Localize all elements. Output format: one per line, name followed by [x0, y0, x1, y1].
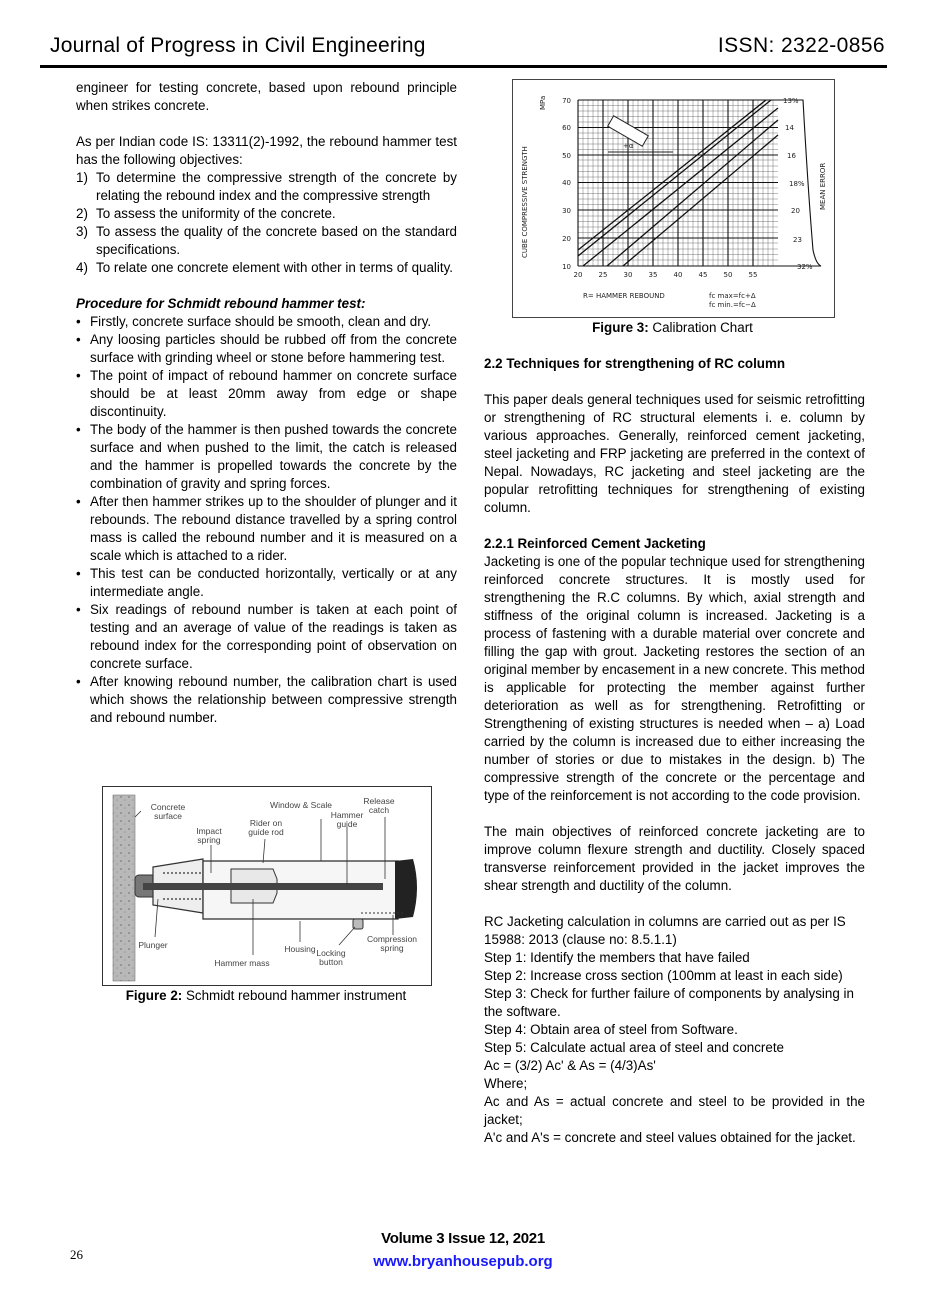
page-header	[40, 30, 887, 66]
objectives-intro: As per Indian code IS: 13311(2)-1992, the rebound hammer test has the following objectives:	[76, 134, 457, 167]
section-heading: 2.2 Techniques for strengthening of RC column	[484, 356, 786, 371]
step-1: Step 1: Identify the members that have failed	[484, 950, 750, 965]
procedure-step: • After knowing rebound number, the calibration chart is used which shows the relationship between compressive strength and rebound number.	[76, 674, 457, 725]
svg-text:20: 20	[562, 235, 571, 243]
procedure-step: • Firstly, concrete surface should be smooth, clean and dry.	[76, 314, 432, 329]
figure-2-hammer-diagram	[102, 786, 432, 986]
procedure-step: • After then hammer strikes up to the shoulder of plunger and it rebounds. The rebound distance travelled by a spring control mass is called the rebound number and it is measured on a scale which is attached to a rider.	[76, 494, 457, 563]
svg-text:fc min.=fc−Δ: fc min.=fc−Δ	[709, 301, 756, 309]
svg-text:30: 30	[562, 207, 571, 215]
procedure-title: Procedure for Schmidt rebound hammer test:	[76, 296, 366, 311]
svg-text:25: 25	[598, 271, 608, 279]
svg-text:50: 50	[562, 152, 571, 160]
left-column	[76, 79, 457, 727]
calibration-chart-graphic	[513, 80, 834, 317]
step-3: Step 3: Check for further failure of components by analysing in the software.	[484, 986, 854, 1019]
objectives-paragraph: The main objectives of reinforced concrete jacketing are to improve column flexure strength and ductility. Closely spaced transverse reinforcement provided in the jacket improves the shear strength and ductility of the column.	[484, 824, 865, 893]
bullet-icon: •	[76, 314, 81, 329]
objectives-list	[76, 169, 457, 277]
svg-text:35: 35	[648, 271, 658, 279]
figure-3-caption: Figure 3: Calibration Chart	[592, 320, 753, 335]
subsection-paragraph: Jacketing is one of the popular technique used for strengthening reinforced concrete structures. It is mostly used for strengthening the R.C columns. By which, axial strength and stiffness of the original column is increased. Jacketing is a process of fastening with a durable material over concrete and filling the gap with grout. Jacketing restores the section of an original member by encasement in a new concrete. This method is applicable for protecting the member against further deterioration as well as for strengthening. Retrofitting or Strengthening of existing structures is needed when – a) Load carried by the column is increased due to either increasing the number of stories or due to mistakes in the design. b) The compressive strength of the concrete or the percentage and type of the reinforcement is not according to the code provision.	[484, 554, 865, 803]
label-plunger: Plunger	[138, 940, 168, 950]
procedure-step: • Six readings of rebound number is taken at each point of testing and an average of value of the readings is taken as rebound index for the corresponding point of observation on concrete surface.	[76, 602, 457, 671]
bullet-icon: •	[76, 602, 81, 617]
svg-text:MPa: MPa	[539, 95, 547, 110]
label-release-catch: Release catch	[363, 796, 395, 815]
svg-text:23: 23	[793, 236, 802, 244]
svg-text:32%: 32%	[797, 263, 813, 271]
procedure-step: • The body of the hammer is then pushed towards the concrete surface and when pushed to the limit, the catch is released and the hammer is propelled towards the concrete by the combination of gravity and spring forces.	[76, 422, 457, 491]
intro-paragraph: engineer for testing concrete, based upon rebound principle when strikes concrete.	[76, 80, 457, 113]
label-housing: Housing	[284, 944, 316, 954]
subsection-heading: 2.2.1 Reinforced Cement Jacketing	[484, 536, 706, 551]
svg-text:20: 20	[573, 271, 583, 279]
svg-text:R= HAMMER REBOUND: R= HAMMER REBOUND	[583, 292, 665, 300]
bullet-icon: •	[76, 566, 81, 581]
svg-text:20: 20	[791, 207, 800, 215]
where-label: Where;	[484, 1076, 528, 1091]
header-divider	[40, 65, 887, 68]
journal-title: Journal of Progress in Civil Engineering	[50, 34, 426, 57]
step-2: Step 2: Increase cross section (100mm at least in each side)	[484, 968, 843, 983]
procedure-list	[76, 313, 457, 727]
svg-text:+α: +α	[623, 142, 634, 150]
definition-1: Ac and As = actual concrete and steel to be provided in the jacket;	[484, 1094, 865, 1127]
page-number: 26	[70, 1247, 83, 1262]
figure-3-calibration-chart	[512, 79, 835, 318]
objective-item: 4) To relate one concrete element with other in terms of quality.	[76, 260, 454, 275]
label-hammer-guide: Hammer guide	[330, 810, 364, 829]
svg-text:fc max=fc+Δ: fc max=fc+Δ	[709, 292, 756, 300]
procedure-step: • This test can be conducted horizontally, vertically or at any intermediate angle.	[76, 566, 457, 599]
formula: Ac = (3/2) Ac' & As = (4/3)As'	[484, 1058, 656, 1073]
svg-text:50: 50	[723, 271, 733, 279]
publisher-link[interactable]: www.bryanhousepub.org	[373, 1253, 553, 1270]
volume-issue: Volume 3 Issue 12, 2021	[381, 1230, 545, 1247]
label-rider: Rider on guide rod	[248, 818, 284, 837]
bullet-icon: •	[76, 422, 81, 437]
bullet-icon: •	[76, 674, 81, 689]
objective-item: 1) To determine the compressive strength of the concrete by relating the rebound index and the compressive strength	[76, 170, 457, 203]
svg-text:70: 70	[562, 97, 571, 105]
procedure-step: • The point of impact of rebound hammer on concrete surface should be at least 20mm away from edge or shape discontinuity.	[76, 368, 457, 419]
bullet-icon: •	[76, 494, 81, 509]
svg-text:45: 45	[698, 271, 708, 279]
svg-text:18%: 18%	[789, 180, 805, 188]
right-column	[484, 355, 865, 1147]
svg-text:10: 10	[562, 263, 571, 271]
svg-text:MEAN ERROR: MEAN ERROR	[819, 162, 827, 210]
objective-item: 2) To assess the uniformity of the concrete.	[76, 206, 336, 221]
issn: ISSN: 2322-0856	[717, 34, 885, 57]
bullet-icon: •	[76, 332, 81, 347]
definition-2: A'c and A's = concrete and steel values obtained for the jacket.	[484, 1130, 856, 1145]
step-4: Step 4: Obtain area of steel from Software.	[484, 1022, 738, 1037]
label-hammer-mass: Hammer mass	[214, 958, 270, 968]
section-paragraph: This paper deals general techniques used for seismic retrofitting or strengthening of RC structural elements i. e. column by various approaches. Generally, reinforced cement jacketing, steel jacketing and FRP jacketing are preferred in the context of Nepal. Nowadays, RC jacketing and steel jacketing are the popular retrofitting techniques for strengthening of existing column.	[484, 392, 865, 515]
bullet-icon: •	[76, 368, 81, 383]
svg-text:30: 30	[623, 271, 633, 279]
svg-text:14: 14	[785, 124, 794, 132]
svg-text:CUBE COMPRESSIVE STRENGTH: CUBE COMPRESSIVE STRENGTH	[521, 146, 529, 258]
label-locking-button: Locking button	[316, 948, 346, 967]
svg-text:40: 40	[562, 179, 571, 187]
svg-text:60: 60	[562, 124, 571, 132]
step-5: Step 5: Calculate actual area of steel and concrete	[484, 1040, 784, 1055]
objective-item: 3) To assess the quality of the concrete based on the standard specifications.	[76, 224, 457, 257]
figure-2-caption: Figure 2: Schmidt rebound hammer instrument	[125, 988, 407, 1003]
calc-intro: RC Jacketing calculation in columns are carried out as per IS 15988: 2013 (clause no: 8.5.1.1)	[484, 914, 846, 947]
svg-text:16: 16	[787, 152, 796, 160]
svg-text:13%: 13%	[783, 97, 799, 105]
label-impact-spring: Impact spring	[196, 826, 222, 845]
label-window-scale: Window & Scale	[270, 800, 332, 810]
procedure-step: • Any loosing particles should be rubbed off from the concrete surface with grinding wheel or stone before hammering test.	[76, 332, 457, 365]
svg-text:40: 40	[673, 271, 683, 279]
label-concrete-surface: Concrete surface	[150, 802, 186, 821]
label-compression-spring: Compression spring	[366, 934, 418, 953]
svg-text:55: 55	[748, 271, 758, 279]
